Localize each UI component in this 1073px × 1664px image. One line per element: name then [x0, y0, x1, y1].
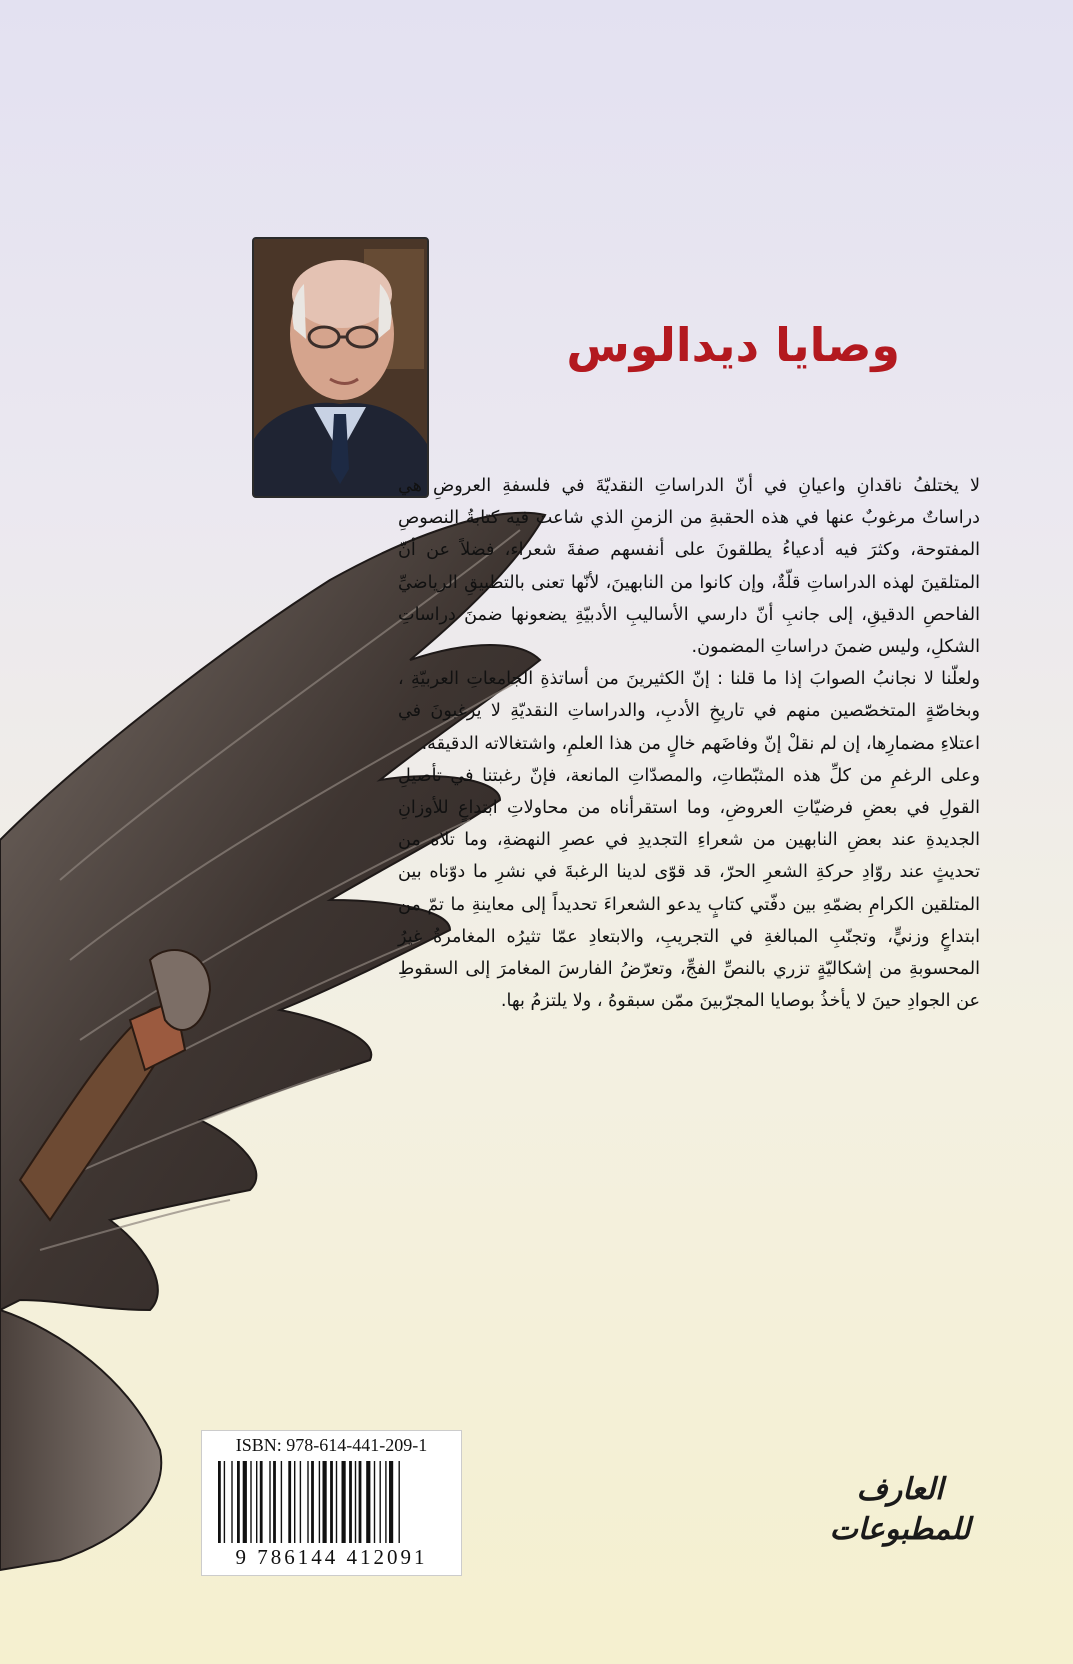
publisher-name-line2: للمطبوعات — [829, 1512, 971, 1547]
publisher-logo — [800, 1470, 1000, 1560]
author-portrait-illustration — [254, 239, 427, 496]
author-photo — [252, 237, 429, 498]
blurb-paragraph: وعلى الرغمِ من كلِّ هذه المثبّطاتِ، والمصدّاتِ المانعة، فإنّ رغبتنا في تأصيلِ القولِ في بعضِ فرضيّاتِ العروضِ، وما استقرأناه من محاولاتِ ابتداعٍ للأوزانِ الجديدةِ عند بعضِ النابهين من شعراءِ التجديدِ في عصرِ النهضةِ، وما تلاه من تحديثٍ عند روّادِ حركةِ الشعرِ الحرّ، قد قوّى لدينا الرغبةَ في نشرِ ما دوّناه بين المتلقين الكرامِ بضمّهِ بين دفّتي كتابٍ يدعو الشعراءَ تحديداً إلى معاينةِ ما تمّ من ابتداعٍ وزنيٍّ، وتجنّبِ المبالغةِ في التجريبِ، والابتعادِ عمّا تثيرُه المغامرةُ غيرُ المحسوبةِ من إشكاليّةٍ تزري بالنصِّ الفجِّ، وتعرّضُ الفارسَ المغامرَ إلى السقوطِ عن الجوادِ حينَ لا يأخذُ بوصايا المجرّبينَ ممّن سبقوهُ ، ولا يلتزمُ بها. — [398, 765, 980, 1012]
blurb-text — [398, 470, 980, 1017]
barcode-image — [216, 1461, 447, 1543]
blurb-paragraph: ولعلّنا لا نجانبُ الصوابَ إذا ما قلنا : إنّ الكثيرينَ من أساتذةِ الجامعاتِ العربيّةِ ، وبخاصّةٍ المتخصّصين منهم في تاريخِ الأدبِ، والدراساتِ النقديّةِ لا يرغبونَ في اعتلاءِ مضمارِها، إن لم نقلْ إنّ وفاضَهم خالٍ من هذا العلمِ، واشتغالاته الدقيقة. — [398, 669, 980, 754]
publisher-name-line1: العارف — [856, 1472, 944, 1507]
isbn-digits: 9 786144 412091 — [235, 1545, 428, 1569]
isbn-barcode-box — [201, 1430, 462, 1576]
blurb-paragraph: لا يختلفُ ناقدانِ واعيانِ في أنّ الدراساتِ النقديّةَ في فلسفةِ العروضِ هي دراساتٌ مرغوبٌ عنها في هذه الحقبةِ من الزمنِ الذي شاعت فيه كتابةُ النصوصِ المفتوحة، وكثرَ فيه أدعياءُ يطلقونَ على أنفسهم صفةَ شعراء، فضلاً عن أنّ المتلقينَ لهذه الدراساتِ قلّةٌ، وإن كانوا من النابهينَ، لأنّها تعنى بالتطبيقِ الرياضيِّ الفاحصِ الدقيقِ، إلى جانبِ أنّ دارسي الأساليبِ الأدبيّةِ يضعونها ضمنَ دراساتِ الشكلِ، وليس ضمنَ دراساتِ المضمون. — [398, 476, 980, 658]
isbn-label: ISBN: 978-614-441-209-1 — [235, 1435, 428, 1455]
book-title: وصايا ديدالوس — [566, 318, 900, 372]
